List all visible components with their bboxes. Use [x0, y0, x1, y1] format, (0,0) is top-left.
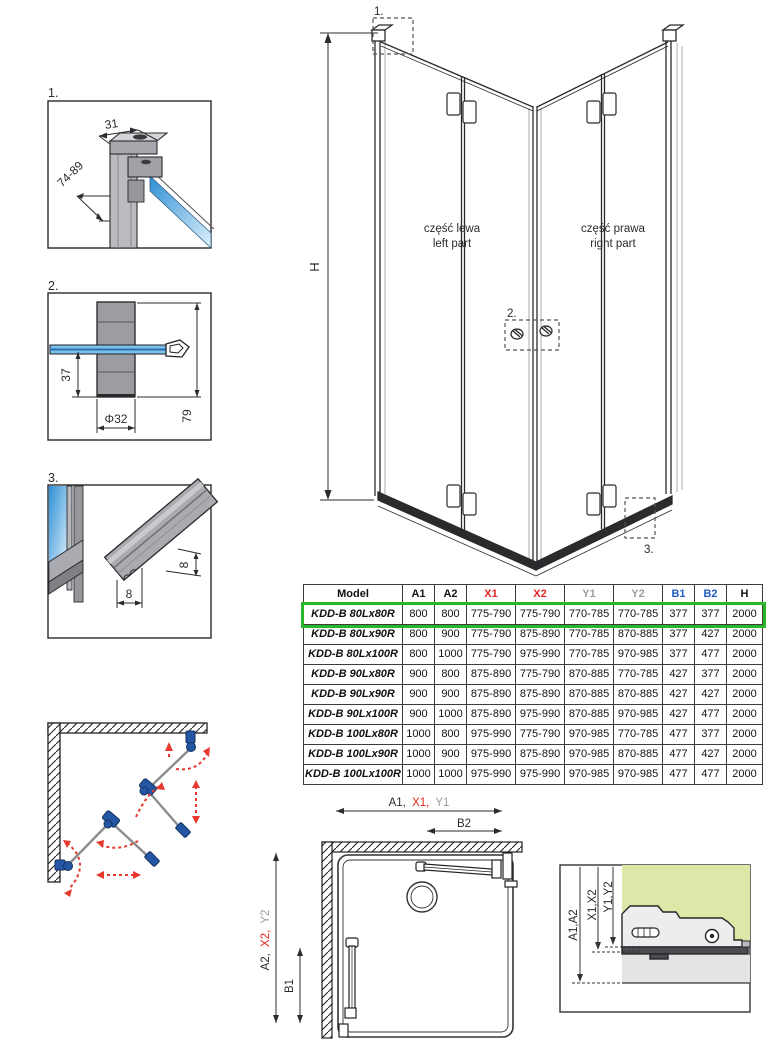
value-cell: 427 — [663, 705, 695, 725]
value-cell: 900 — [435, 625, 467, 645]
value-cell: 900 — [435, 685, 467, 705]
knob-icons — [511, 326, 552, 339]
value-cell: 427 — [663, 685, 695, 705]
value-cell: 770-785 — [614, 665, 663, 685]
table-row — [304, 685, 763, 705]
value-cell: 770-785 — [614, 605, 663, 625]
value-cell: 800 — [435, 665, 467, 685]
value-cell: 775-790 — [467, 605, 516, 625]
value-cell: 875-890 — [467, 665, 516, 685]
table-row — [304, 765, 763, 785]
value-cell: 875-890 — [516, 745, 565, 765]
value-cell: 800 — [435, 605, 467, 625]
dim-b1-label: B1 — [284, 978, 296, 994]
value-cell: 770-785 — [614, 725, 663, 745]
value-cell: 970-985 — [614, 705, 663, 725]
dim-x1: X1, — [412, 797, 430, 809]
motion-arrows — [67, 747, 208, 889]
dim-x2: X2, — [260, 929, 272, 947]
detail-2-label: 2. — [48, 280, 59, 293]
value-cell: 2000 — [727, 625, 763, 645]
table-row — [304, 665, 763, 685]
value-cell: 870-885 — [565, 685, 614, 705]
model-cell: KDD-B 80Lx100R — [304, 645, 403, 665]
value-cell: 477 — [663, 765, 695, 785]
value-cell: 900 — [403, 705, 435, 725]
value-cell: 1000 — [403, 745, 435, 765]
model-cell: KDD-B 80Lx80R — [304, 605, 403, 625]
value-cell: 377 — [663, 605, 695, 625]
header-cell: X1 — [467, 585, 516, 605]
dim-a1: A1, — [388, 797, 406, 809]
table-row — [304, 745, 763, 765]
hinges — [447, 93, 616, 515]
dim-y2: Y2 — [260, 909, 272, 924]
value-cell: 1000 — [435, 645, 467, 665]
dim-a2: A2, — [260, 953, 272, 971]
dim-left — [273, 853, 279, 1023]
value-cell: 970-985 — [614, 645, 663, 665]
value-cell: 975-990 — [516, 705, 565, 725]
value-cell: 377 — [695, 665, 727, 685]
value-cell: 775-790 — [467, 645, 516, 665]
value-cell: 875-890 — [516, 625, 565, 645]
folding-scheme-drawing — [28, 712, 258, 912]
value-cell: 800 — [403, 605, 435, 625]
value-cell: 2000 — [727, 745, 763, 765]
model-cell: KDD-B 100Lx90R — [304, 745, 403, 765]
model-cell: KDD-B 100Lx100R — [304, 765, 403, 785]
value-cell: 800 — [435, 725, 467, 745]
value-cell: 875-890 — [467, 705, 516, 725]
dim-b2-label: B2 — [456, 818, 472, 830]
value-cell: 1000 — [403, 765, 435, 785]
enclosure-frame — [372, 25, 683, 576]
value-cell: 477 — [663, 725, 695, 745]
value-cell: 870-885 — [614, 625, 663, 645]
table-row — [304, 605, 763, 625]
value-cell: 770-785 — [565, 625, 614, 645]
value-cell: 2000 — [727, 605, 763, 625]
detail-1-label: 1. — [48, 86, 59, 100]
value-cell: 775-790 — [516, 605, 565, 625]
value-cell: 970-985 — [565, 765, 614, 785]
value-cell: 770-785 — [565, 605, 614, 625]
header-cell: X2 — [516, 585, 565, 605]
value-cell: 1000 — [435, 765, 467, 785]
value-cell: 377 — [695, 605, 727, 625]
dim-H-value: H — [307, 262, 322, 272]
folded-door-top — [416, 853, 517, 887]
walls — [48, 723, 207, 882]
header-cell: Model — [304, 585, 403, 605]
value-cell: 427 — [663, 665, 695, 685]
plan-view-drawing — [248, 793, 540, 1044]
value-cell: 800 — [403, 625, 435, 645]
dim-left-label — [260, 910, 272, 971]
folded-door-left — [339, 938, 358, 1037]
callout-2: 2. — [507, 308, 517, 320]
value-cell: 970-985 — [565, 725, 614, 745]
value-cell: 477 — [663, 745, 695, 765]
dim-8-vert-value: 8 — [177, 561, 191, 569]
value-cell: 2000 — [727, 725, 763, 745]
value-cell: 975-990 — [467, 765, 516, 785]
value-cell: 775-790 — [467, 625, 516, 645]
header-cell: H — [727, 585, 763, 605]
value-cell: 900 — [435, 745, 467, 765]
table-header-row — [304, 585, 763, 605]
dim-y1: Y1 — [435, 797, 450, 809]
value-cell: 2000 — [727, 705, 763, 725]
table-row — [304, 725, 763, 745]
value-cell: 975-990 — [516, 645, 565, 665]
value-cell: 875-890 — [516, 685, 565, 705]
dim-31-value: 31 — [103, 116, 120, 133]
value-cell: 800 — [403, 645, 435, 665]
model-cell: KDD-B 90Lx100R — [304, 705, 403, 725]
section-dim-y: Y1,Y2 — [603, 881, 615, 913]
detail-1-drawing — [40, 85, 220, 255]
value-cell: 1000 — [435, 705, 467, 725]
value-cell: 2000 — [727, 765, 763, 785]
value-cell: 2000 — [727, 665, 763, 685]
spec-table — [303, 584, 757, 785]
detail-3-drawing — [40, 472, 220, 644]
header-cell: Y1 — [565, 585, 614, 605]
value-cell: 975-990 — [467, 725, 516, 745]
value-cell: 870-885 — [614, 745, 663, 765]
value-cell: 427 — [695, 625, 727, 645]
header-cell: B1 — [663, 585, 695, 605]
value-cell: 477 — [695, 765, 727, 785]
main-enclosure-drawing — [298, 0, 780, 580]
value-cell: 870-885 — [565, 705, 614, 725]
value-cell: 477 — [695, 705, 727, 725]
value-cell: 870-885 — [614, 685, 663, 705]
dim-37-value: 37 — [59, 368, 73, 382]
value-cell: 477 — [695, 645, 727, 665]
motion-arrowheads — [63, 742, 210, 897]
value-cell: 900 — [403, 685, 435, 705]
value-cell: 870-885 — [565, 665, 614, 685]
callout-3: 3. — [644, 544, 654, 556]
section-detail-drawing — [556, 860, 780, 1020]
table-row — [304, 705, 763, 725]
model-cell: KDD-B 80Lx90R — [304, 625, 403, 645]
header-cell: A2 — [435, 585, 467, 605]
header-cell: B2 — [695, 585, 727, 605]
value-cell: 2000 — [727, 685, 763, 705]
dim-b1 — [297, 948, 303, 1023]
value-cell: 2000 — [727, 645, 763, 665]
dim-8-horiz-value: 8 — [125, 587, 133, 601]
left-part-label-en: left part — [432, 238, 472, 250]
model-cell: KDD-B 100Lx80R — [304, 725, 403, 745]
table-row — [304, 645, 763, 665]
value-cell: 775-790 — [516, 665, 565, 685]
bifold-doors — [55, 731, 196, 871]
value-cell: 970-985 — [614, 765, 663, 785]
dim-diameter-value: Φ32 — [104, 412, 128, 426]
left-part-label-pl: część lewa — [423, 223, 481, 235]
value-cell: 377 — [695, 725, 727, 745]
value-cell: 900 — [403, 665, 435, 685]
value-cell: 377 — [663, 645, 695, 665]
table-row — [304, 625, 763, 645]
value-cell: 875-890 — [467, 685, 516, 705]
tray-area — [622, 955, 750, 983]
value-cell: 427 — [695, 685, 727, 705]
header-cell: A1 — [403, 585, 435, 605]
section-dim-x: X1,X2 — [587, 889, 599, 921]
header-cell: Y2 — [614, 585, 663, 605]
shower-tray — [338, 855, 513, 1037]
section-dim-a: A1,A2 — [568, 909, 580, 941]
dim-74-89-value: 74-89 — [54, 158, 87, 190]
callout-1: 1. — [374, 6, 384, 18]
dim-H — [320, 33, 378, 500]
value-cell: 970-985 — [565, 745, 614, 765]
right-part-label-en: right part — [590, 238, 636, 250]
value-cell: 377 — [663, 625, 695, 645]
value-cell: 775-790 — [516, 725, 565, 745]
detail-2-drawing — [40, 280, 225, 452]
value-cell: 427 — [695, 745, 727, 765]
detail-3-label: 3. — [48, 472, 59, 485]
value-cell: 770-785 — [565, 645, 614, 665]
model-cell: KDD-B 90Lx90R — [304, 685, 403, 705]
right-part-label-pl: część prawa — [581, 223, 645, 235]
dim-top-label — [389, 797, 450, 809]
value-cell: 975-990 — [467, 745, 516, 765]
dim-79-value: 79 — [180, 409, 194, 423]
model-cell: KDD-B 90Lx80R — [304, 665, 403, 685]
value-cell: 1000 — [403, 725, 435, 745]
value-cell: 975-990 — [516, 765, 565, 785]
